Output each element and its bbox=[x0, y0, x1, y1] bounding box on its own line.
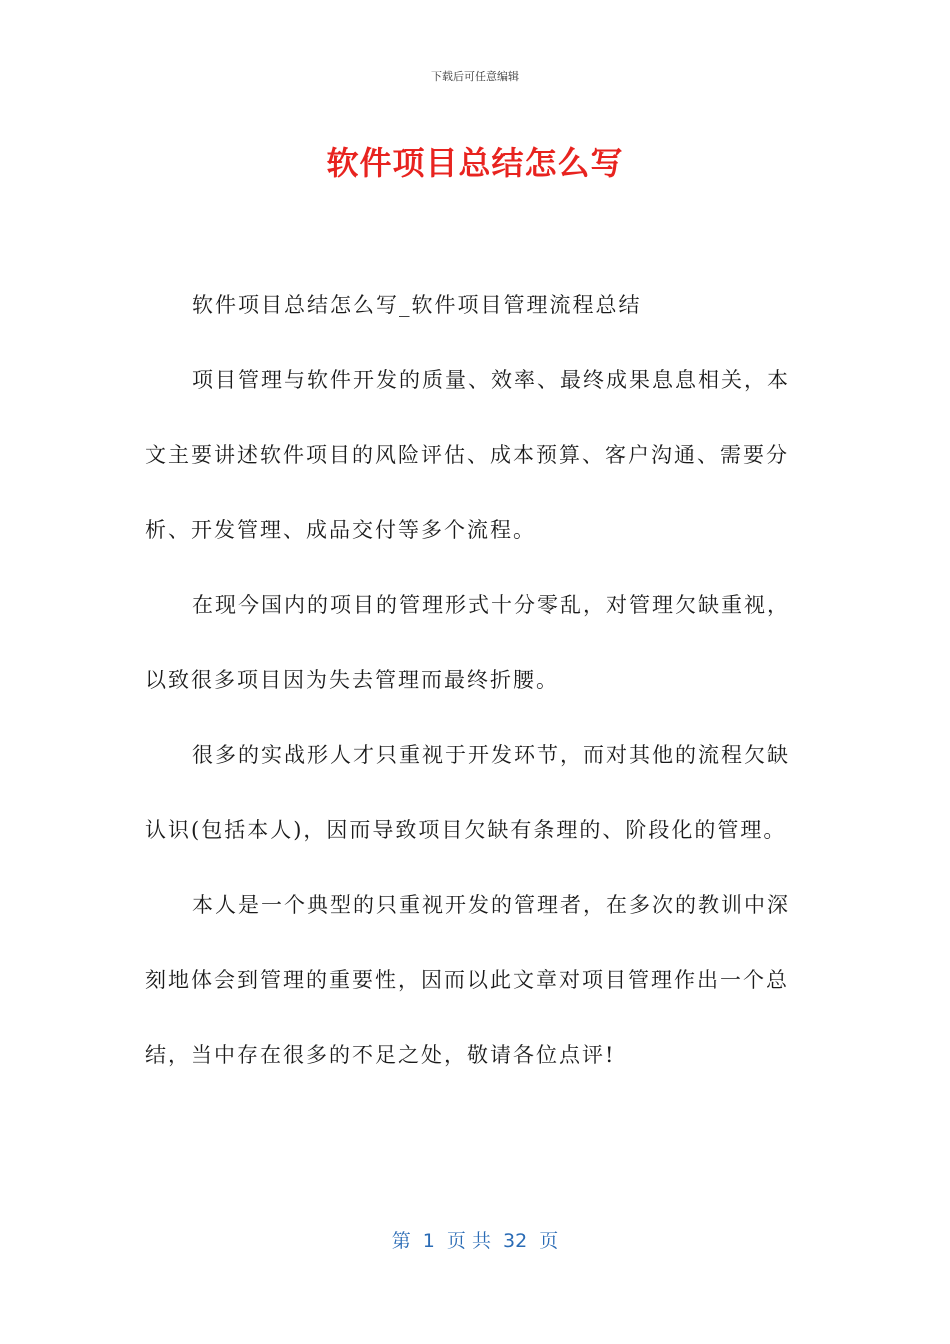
paragraph-author: 本人是一个典型的只重视开发的管理者，在多次的教训中深刻地体会到管理的重要性，因而以此文章对项目管理作出一个总结，当中存在很多的不足之处，敬请各位点评! bbox=[145, 893, 790, 1067]
paragraph-current-state: 在现今国内的项目的管理形式十分零乱，对管理欠缺重视，以致很多项目因为失去管理而最终折腰。 bbox=[145, 593, 790, 692]
document-title: 软件项目总结怎么写 bbox=[326, 144, 624, 182]
paragraph-intro: 项目管理与软件开发的质量、效率、最终成果息息相关，本文主要讲述软件项目的风险评估、成本预算、客户沟通、需要分析、开发管理、成品交付等多个流程。 bbox=[145, 368, 790, 542]
paragraph-subtitle: 软件项目总结怎么写_软件项目管理流程总结 bbox=[192, 293, 642, 317]
header-note: 下载后可任意编辑 bbox=[431, 70, 519, 83]
page-number-footer: 第 1 页 共 32 页 bbox=[391, 1230, 559, 1252]
document-body bbox=[145, 268, 810, 1093]
paragraph-talent: 很多的实战形人才只重视于开发环节，而对其他的流程欠缺认识(包括本人)，因而导致项目欠缺有条理的、阶段化的管理。 bbox=[145, 743, 790, 842]
